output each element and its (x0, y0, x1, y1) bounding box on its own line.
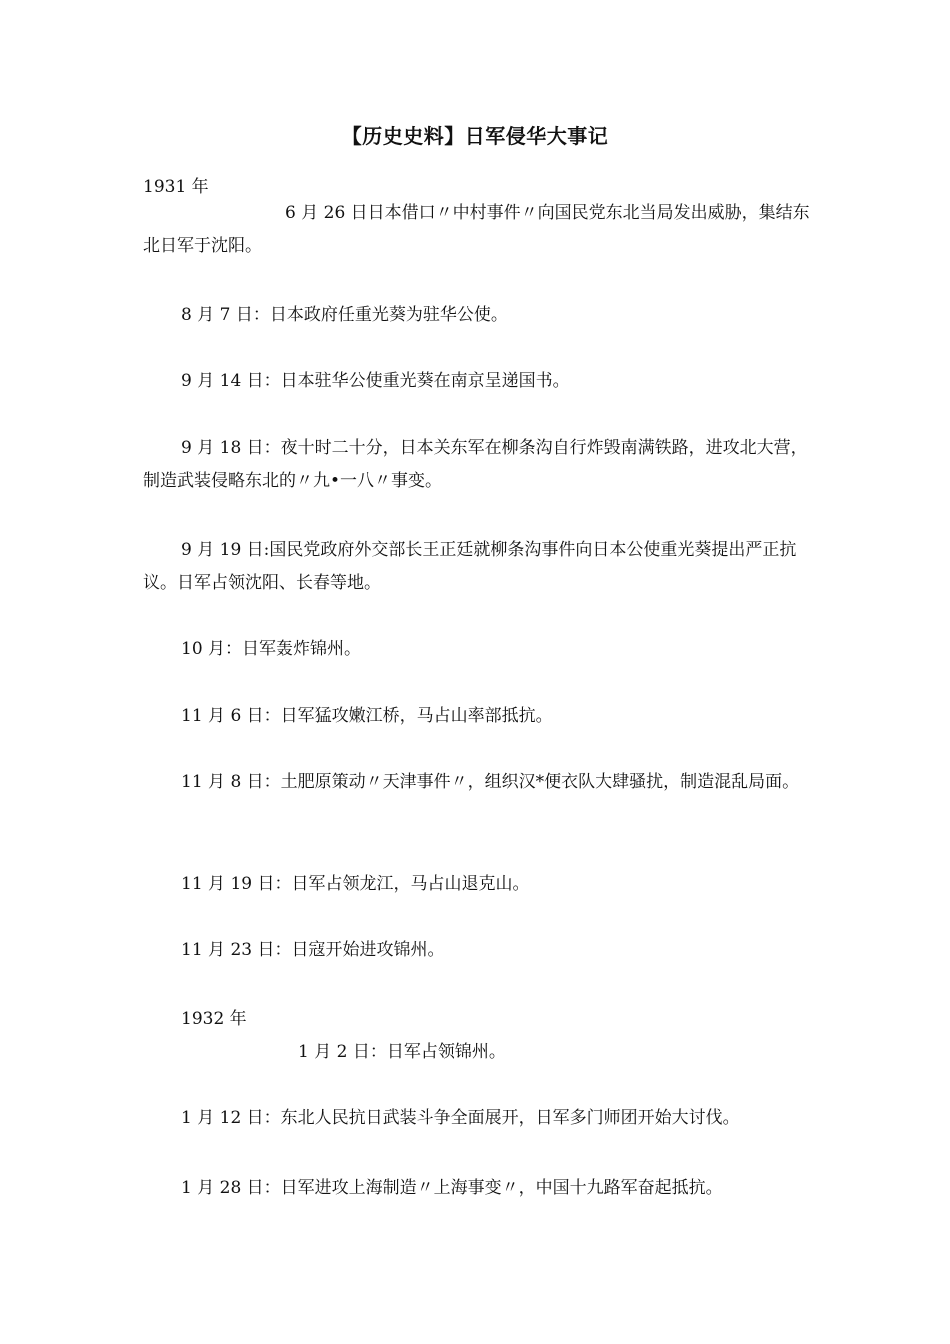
event-entry: 1 月 2 日：日军占领锦州。 (298, 1042, 506, 1062)
event-entry: 9 月 18 日：夜十时二十分，日本关东军在柳条沟自行炸毁南满铁路，进攻北大营，制造武装侵略东北的〃九•一八〃事变。 (143, 438, 808, 491)
event-entry: 11 月 19 日：日军占领龙江，马占山退克山。 (181, 874, 530, 894)
event-entry: 9 月 19 日:国民党政府外交部长王正廷就柳条沟事件向日本公使重光葵提出严正抗议。日军占领沈阳、长春等地。 (143, 540, 797, 593)
event-entry: 8 月 7 日：日本政府任重光葵为驻华公使。 (181, 305, 508, 325)
year-heading-1932: 1932 年 (181, 1009, 247, 1029)
event-entry: 11 月 8 日：土肥原策动〃天津事件〃，组织汉*便衣队大肆骚扰，制造混乱局面。 (181, 772, 800, 792)
year-heading-1931: 1931 年 (143, 177, 209, 197)
event-entry: 11 月 6 日：日军猛攻嫩江桥，马占山率部抵抗。 (181, 706, 553, 726)
event-entry: 11 月 23 日：日寇开始进攻锦州。 (181, 940, 445, 960)
event-entry: 6 月 26 日日本借口〃中村事件〃向国民党东北当局发出威胁，集结东北日军于沈阳。 (143, 203, 810, 256)
event-entry: 9 月 14 日：日本驻华公使重光葵在南京呈递国书。 (181, 371, 570, 391)
event-entry: 10 月：日军轰炸锦州。 (181, 639, 362, 659)
event-entry: 1 月 12 日：东北人民抗日武装斗争全面展开，日军多门师团开始大讨伐。 (181, 1108, 740, 1128)
event-entry: 1 月 28 日：日军进攻上海制造〃上海事变〃，中国十九路军奋起抵抗。 (181, 1178, 723, 1198)
document-title: 【历史史料】日军侵华大事记 (341, 124, 609, 148)
